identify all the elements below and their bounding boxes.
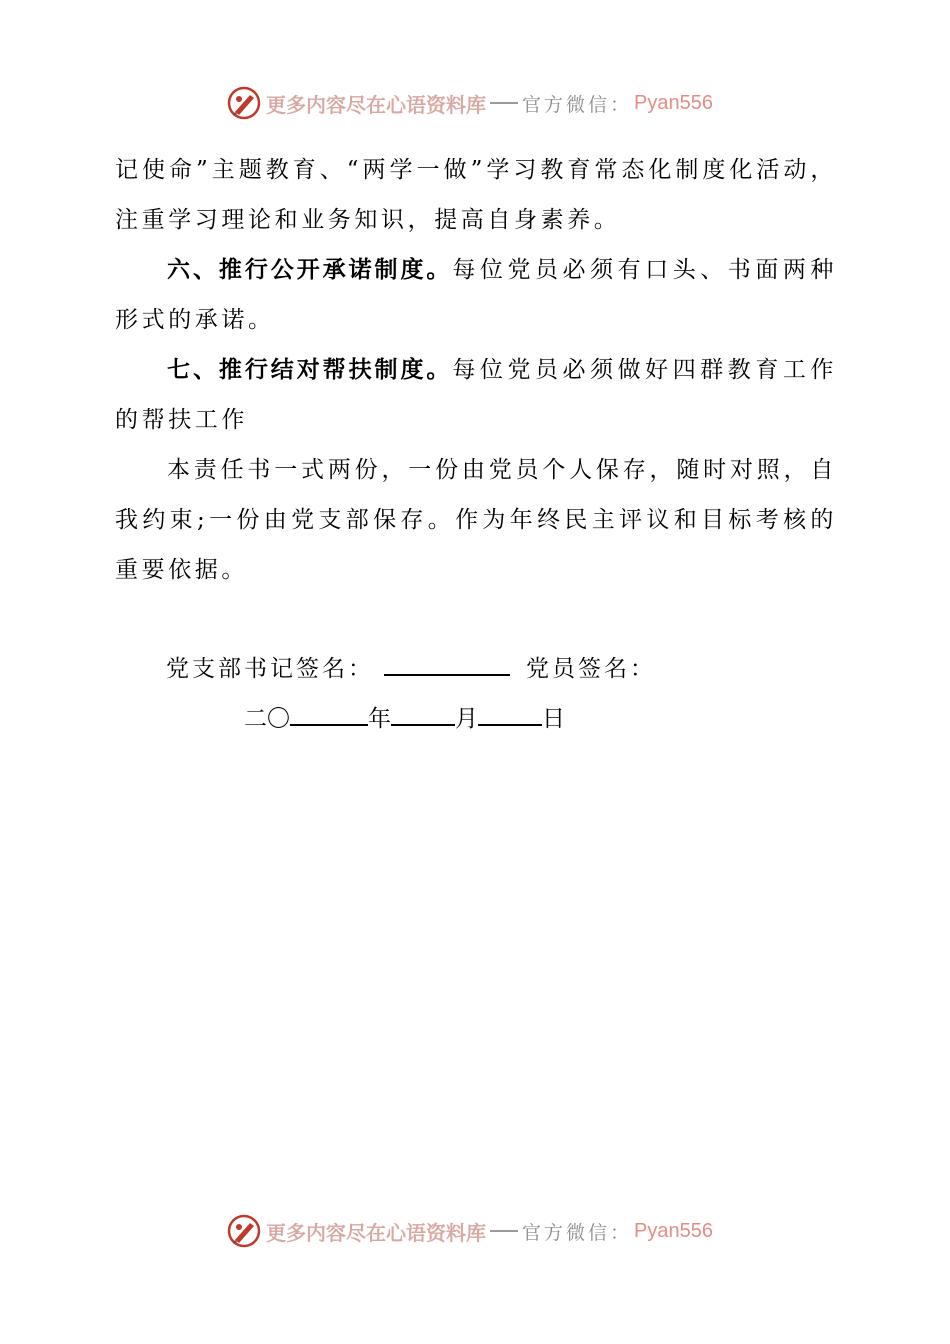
item-six xyxy=(115,245,837,345)
item-seven-text: 每位党员必须做好四群教育工作的帮扶工作 xyxy=(115,357,837,433)
watermark-dash xyxy=(490,1230,518,1232)
date-prefix: 二〇 xyxy=(244,706,290,732)
pen-circle-logo-icon xyxy=(226,1213,262,1249)
item-seven-heading: 七、推行结对帮扶制度。 xyxy=(167,356,453,383)
item-six-heading: 六、推行公开承诺制度。 xyxy=(167,256,453,283)
year-blank[interactable] xyxy=(290,702,368,726)
item-six-text: 每位党员必须有口头、书面两种形式的承诺。 xyxy=(115,257,837,333)
month-label: 月 xyxy=(455,706,478,732)
month-blank[interactable] xyxy=(391,702,455,726)
day-label: 日 xyxy=(542,706,565,732)
document-body xyxy=(115,145,837,595)
secretary-signature-blank[interactable] xyxy=(384,652,510,676)
item-seven xyxy=(115,345,837,445)
continued-paragraph: 记使命”主题教育、“两学一做”学习教育常态化制度化活动，注重学习理论和业务知识，提高自身素养。 xyxy=(115,157,837,233)
watermark-wechat-id: Pyan556 xyxy=(634,91,713,114)
pen-circle-logo-icon xyxy=(226,85,262,121)
secretary-signature-label: 党支部书记签名： xyxy=(166,656,374,682)
header-watermark-banner xyxy=(226,83,713,123)
watermark-tagline: 更多内容尽在心语资料库 xyxy=(266,92,486,117)
signature-line xyxy=(166,644,656,694)
member-signature-label: 党员签名： xyxy=(526,656,656,682)
closing-paragraph: 本责任书一式两份，一份由党员个人保存，随时对照，自我约束;一份由党支部保存。作为年终民主评议和目标考核的重要依据。 xyxy=(115,457,837,583)
watermark-tagline: 更多内容尽在心语资料库 xyxy=(266,1220,486,1245)
watermark-wechat-label: 官方微信： xyxy=(522,1221,633,1244)
day-blank[interactable] xyxy=(478,702,542,726)
footer-watermark-banner xyxy=(226,1211,713,1251)
year-label: 年 xyxy=(368,706,391,732)
date-line xyxy=(244,694,565,744)
watermark-wechat-label: 官方微信： xyxy=(522,93,633,116)
watermark-dash xyxy=(490,102,518,104)
watermark-wechat-id: Pyan556 xyxy=(634,1219,713,1242)
